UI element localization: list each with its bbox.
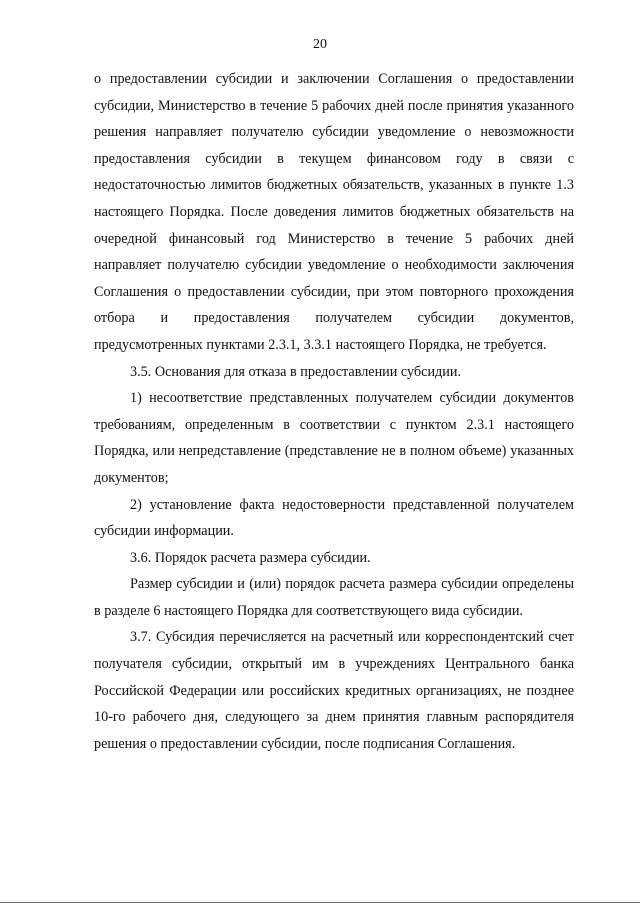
paragraph-refusal-ground-1: 1) несоответствие представленных получателем субсидии документов требованиям, определенным в соответствии с пунктом 2.3.1 настоящего Порядка, или непредставление (представление не в полном объеме) указанных документов; xyxy=(94,390,574,486)
paragraph-3-5-heading: 3.5. Основания для отказа в предоставлении субсидии. xyxy=(130,363,461,380)
paragraph-3-6-heading: 3.6. Порядок расчета размера субсидии. xyxy=(130,549,371,566)
paragraph-subsidy-size: Размер субсидии и (или) порядок расчета размера субсидии определены в разделе 6 настоящего Порядка для соответствующего вида субсидии. xyxy=(94,576,574,619)
scan-bottom-edge xyxy=(0,902,640,903)
paragraph-continuation: о предоставлении субсидии и заключении Соглашения о предоставлении субсидии, Министерство в течение 5 рабочих дней после принятия указанного решения направляет получателю субсидии уведомление о невозможности предоставления субсидии в текущем финансовом году в связи с недостаточностью лимитов бюджетных обязательств, указанных в пункте 1.3 настоящего Порядка. После доведения лимитов бюджетных обязательств на очередной финансовый год Министерство в течение 5 рабочих дней направляет получателю субсидии уведомление о необходимости заключения Соглашения о предоставлении субсидии, при этом повторного прохождения отбора и предоставления получателем субсидии документов, предусмотренных пунктами 2.3.1, 3.3.1 настоящего Порядка, не требуется. xyxy=(94,71,574,353)
page-body xyxy=(94,66,574,757)
page-number: 20 xyxy=(313,37,327,52)
paragraph-3-7: 3.7. Субсидия перечисляется на расчетный или корреспондентский счет получателя субсидии, открытый им в учреждениях Центрального банка Российской Федерации или российских кредитных организациях, не позднее 10-го рабочего дня, следующего за днем принятия главным распорядителя решения о предоставлении субсидии, после подписания Соглашения. xyxy=(94,629,574,752)
paragraph-refusal-ground-2: 2) установление факта недостоверности представленной получателем субсидии информации. xyxy=(94,496,574,540)
